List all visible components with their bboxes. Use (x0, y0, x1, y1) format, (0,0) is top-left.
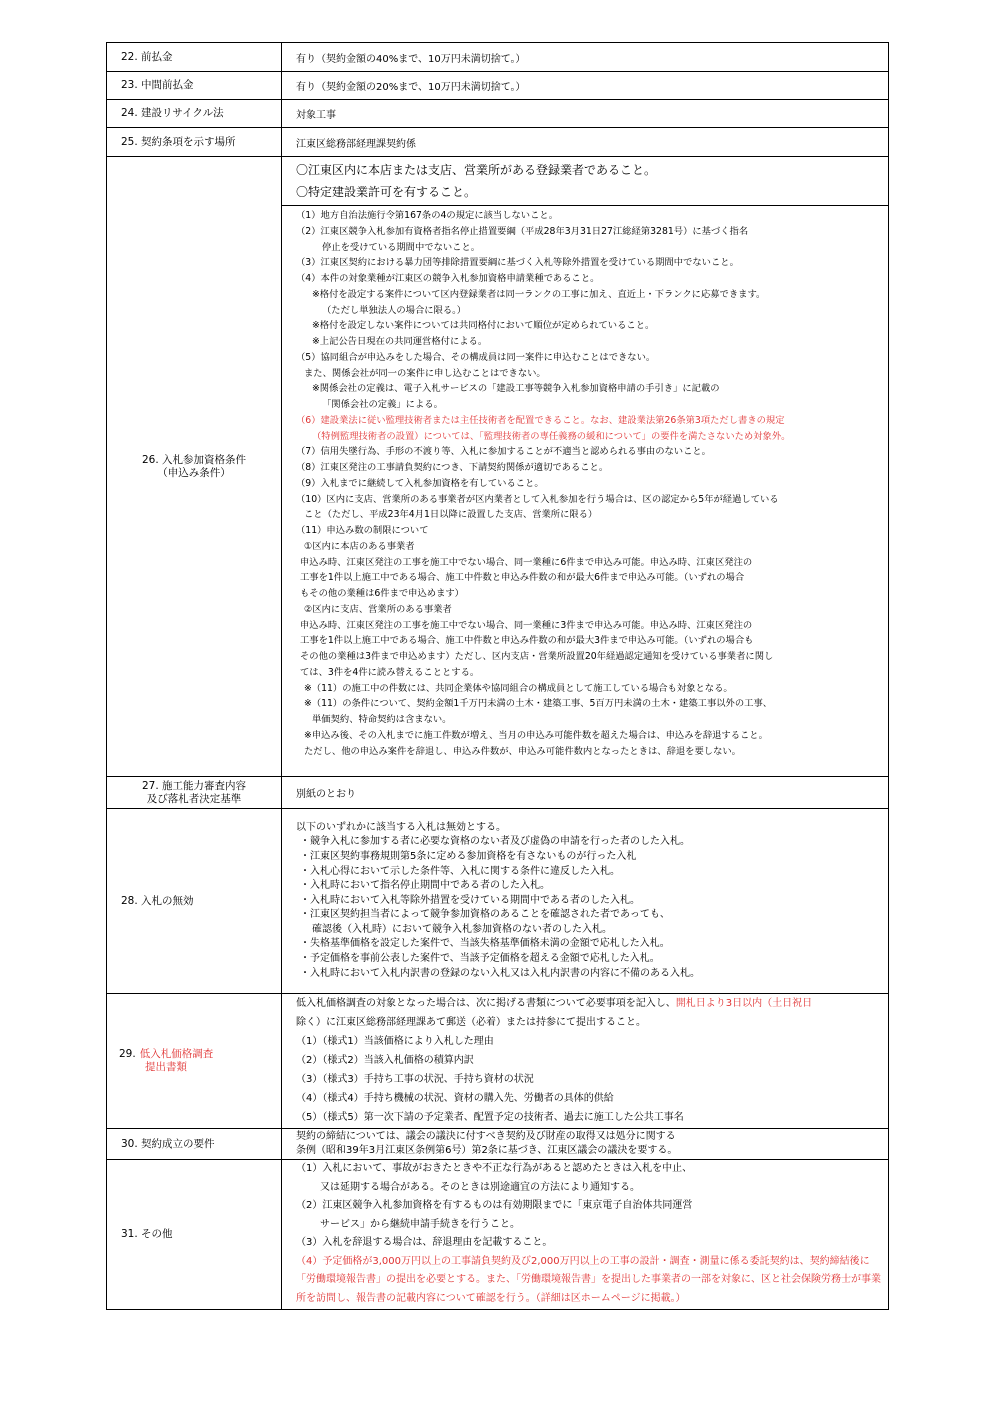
detail-line: 停止を受けている期間中でないこと。 (322, 241, 481, 253)
lowbid-item: （2）（様式2）当該入札価格の積算内訳 (296, 1055, 474, 1066)
detail-line: 単価契約、特命契約は含まない。 (312, 714, 452, 725)
invalid-line: ・競争入札に参加する者に必要な資格のない者及び虚偽の申請を行った者のした入札。 (300, 836, 690, 848)
invalid-line: ・入札時において指名停止期間中である者のした入札。 (300, 880, 550, 892)
detail-line: （3）江東区契約における暴力団等排除措置要綱に基づく入札等除外措置を受けている期間中でないこと。 (296, 257, 739, 269)
detail-line: ては、3件を4件に読み替えることとする。 (300, 666, 480, 678)
detail-line: ①区内に本店のある事業者 (304, 540, 415, 552)
value-24: 対象工事 (282, 100, 889, 128)
label-27-line1: 27. 施工能力審査内容 (141, 779, 247, 792)
label-27 (107, 777, 282, 809)
value-22: 有り（契約金額の40%まで、10万円未満切捨て。） (282, 43, 889, 72)
invalid-line: ・江東区契約担当者によって競争参加資格のあることを確認された者であっても、 (300, 909, 670, 921)
lowbid-intro (282, 994, 888, 1013)
row-30 (107, 1129, 889, 1160)
detail-line-red: （6）建設業法に従い監理技術者または主任技術者を配置できること。なお、建設業法第26条第3項ただし書きの規定 (296, 414, 785, 426)
label-29-line2: 提出書類 (145, 1061, 187, 1073)
detail-line-red: （特例監理技術者の設置）については、「監理技術者の専任義務の緩和について」の要件を満たさないため対象外。 (312, 430, 791, 442)
detail-line: ※上記公告日現在の共同運営格付による。 (312, 336, 488, 347)
detail-line: ただし、他の申込み案件を辞退し、申込み件数が、申込み可能件数内となったときは、辞退を要しない。 (304, 745, 741, 757)
eligibility-main-line: 〇江東区内に本店または支店、営業所がある登録業者であること。 (296, 163, 657, 177)
label-29-number: 29. (119, 1048, 136, 1060)
lowbid-item: （4）（様式4）手持ち機械の状況、資材の購入先、労働者の具体的供給 (296, 1093, 614, 1104)
eligibility-details (282, 206, 888, 759)
value-31 (282, 1160, 889, 1310)
row-29 (107, 994, 889, 1129)
detail-line: （11）申込み数の制限について (296, 525, 429, 536)
other-line: （2）江東区競争入札参加資格を有するものは有効期限までに「東京電子自治体共同運営 (296, 1200, 693, 1211)
invalid-line: ・予定価格を事前公表した案件で、当該予定価格を超える金額で応札した入札。 (300, 953, 660, 965)
value-27: 別紙のとおり (282, 777, 889, 809)
detail-line: 「関係会社の定義」による。 (322, 399, 443, 410)
invalid-line: ・失格基準価格を設定した案件で、当該失格基準価格未満の金額で応札した入札。 (300, 938, 670, 950)
detail-line: （7）信用失墜行為、手形の不渡り等、入札に参加することが不適当と認められる事由のないこと。 (296, 446, 711, 458)
detail-line: 工事を1件以上施工中である場合、施工中件数と申込み件数の和が最大6件まで申込み可能。（いずれの場合 (300, 572, 745, 584)
label-26-line2: （申込み条件） (157, 466, 231, 479)
detail-line: ※（11）の施工中の件数には、共同企業体や協同組合の構成員として施工している場合も対象となる。 (304, 682, 733, 694)
detail-line: 工事を1件以上施工中である場合、施工中件数と申込み件数の和が最大3件まで申込み可能。（いずれの場合も (300, 635, 754, 647)
invalid-line: ・入札時において入札等除外措置を受けている期間中である者のした入札。 (300, 894, 640, 906)
detail-line: （ただし単独法人の場合に限る。） (322, 304, 467, 316)
detail-line: ※（11）の条件について、契約金額1千万円未満の土木・建築工事、5百万円未満の土木・建築工事以外の工事、 (304, 698, 773, 710)
detail-line: ②区内に支店、営業所のある事業者 (304, 603, 452, 615)
value-25: 江東区総務部経理課契約係 (282, 128, 889, 157)
detail-line: ※格付を設定する案件について区内登録業者は同一ランクの工事に加え、直近上・下ランクに応募できます。 (312, 288, 766, 300)
label-29 (107, 994, 282, 1129)
label-24: 24. 建設リサイクル法 (107, 100, 282, 128)
detail-line: （2）江東区競争入札参加有資格者指名停止措置要綱（平成28年3月31日27江総経第3281号）に基づく指名 (296, 225, 749, 237)
other-line: （1）入札において、事故がおきたときや不正な行為があると認めたときは入札を中止、 (296, 1163, 693, 1174)
detail-line: （1）地方自治法施行令第167条の4の規定に該当しないこと。 (296, 210, 558, 221)
lowbid-line: 除く）に江東区総務部経理課あて郵送（必着）または持参にて提出すること。 (296, 1017, 646, 1028)
other-line: （3）入札を辞退する場合は、辞退理由を記載すること。 (296, 1237, 553, 1248)
detail-line: その他の業種は3件まで申込めます）ただし、区内支店・営業所設置20年経過認定通知を受けている事業者に関し (300, 651, 774, 662)
detail-line: ※格付を設定しない案件については共同格付において順位が定められていること。 (312, 320, 655, 332)
lowbid-item: （3）（様式3）手持ち工事の状況、手持ち資材の状況 (296, 1074, 534, 1085)
detail-line: もその他の業種は6件まで申込めます） (300, 588, 464, 599)
label-26-line1: 26. 入札参加資格条件 (141, 453, 247, 466)
row-25 (107, 128, 889, 157)
detail-line: （9）入札までに継続して入札参加資格を有していること。 (296, 477, 544, 489)
row-31 (107, 1160, 889, 1310)
row-26 (107, 157, 889, 777)
contract-line: 条例（昭和39年3月江東区条例第6号）第2条に基づき、江東区議会の議決を要する。 (296, 1145, 678, 1156)
label-25: 25. 契約条項を示す場所 (107, 128, 282, 157)
detail-line: （10）区内に支店、営業所のある事業者が区内業者として入札参加を行う場合は、区の認定から5年が経過している (296, 493, 779, 505)
detail-line: 申込み時、江東区発注の工事を施工中でない場合、同一業種に6件まで申込み可能。申込み時、江東区発注の (300, 556, 753, 568)
detail-line: また、関係会社が同一の案件に申し込むことはできない。 (304, 367, 546, 379)
invalid-line: ・入札時において入札内訳書の登録のない入札又は入札内訳書の内容に不備のある入札。 (300, 967, 700, 979)
invalid-line: 確認後（入札時）において競争入札参加資格のない者のした入札。 (312, 923, 612, 935)
label-30: 30. 契約成立の要件 (107, 1129, 282, 1160)
label-29-red: 低入札価格調査 (139, 1048, 214, 1060)
value-30 (282, 1129, 889, 1160)
other-line: 又は延期する場合がある。そのときは別途適宜の方法により通知する。 (320, 1181, 640, 1193)
lowbid-item: （1）（様式1）当該価格により入札した理由 (296, 1036, 494, 1047)
row-23 (107, 72, 889, 100)
label-31: 31. その他 (107, 1160, 282, 1310)
contract-line: 契約の締結については、議会の議決に付すべき契約及び財産の取得又は処分に関する (296, 1131, 676, 1142)
label-22: 22. 前払金 (107, 43, 282, 72)
eligibility-main (282, 157, 888, 206)
row-22 (107, 43, 889, 72)
value-28 (282, 809, 889, 994)
invalid-line: ・入札心得において示した条件等、入札に関する条件に違反した入札。 (300, 865, 620, 877)
detail-line: 申込み時、江東区発注の工事を施工中でない場合、同一業種に3件まで申込み可能。申込み時、江東区発注の (300, 619, 753, 631)
detail-line: こと（ただし、平成23年4月1日以降に設置した支店、営業所に限る） (304, 509, 598, 521)
other-line: サービス」から継続申請手続きを行うこと。 (320, 1218, 520, 1230)
invalid-line: ・江東区契約事務規則第5条に定める参加資格を有さないものが行った入札 (300, 850, 637, 862)
row-24 (107, 100, 889, 128)
detail-line: （8）江東区発注の工事請負契約につき、下請契約関係が適切であること。 (296, 462, 609, 473)
label-23: 23. 中間前払金 (107, 72, 282, 100)
detail-line: （5）協同組合が申込みをした場合、その構成員は同一案件に申込むことはできない。 (296, 351, 656, 363)
lowbid-deadline-red: 開札日より3日以内（土日祝日 (675, 998, 813, 1009)
detail-line: ※関係会社の定義は、電子入札サービスの「建設工事等競争入札参加資格申請の手引き」に記載の (312, 383, 720, 395)
other-line-red: （4）予定価格が3,000万円以上の工事請負契約及び2,000万円以上の工事の設計・調査・測量に係る委託契約は、契約締結後に「労働環境報告書」の提出を必要とする。また、「労働環境報告書」を提出した事業者の一部を対象に、区と社会保険労務士が事業所を訪問し、報告書の記載内容について確認を行う。（詳細は区ホームページに掲載。） (296, 1255, 881, 1304)
eligibility-main-line: 〇特定建設業許可を有すること。 (296, 185, 477, 199)
invalid-line: 以下のいずれかに該当する入札は無効とする。 (296, 821, 506, 833)
label-28: 28. 入札の無効 (107, 809, 282, 994)
lowbid-item: （5）（様式5）第一次下請の予定業者、配置予定の技術者、過去に施工した公共工事名 (296, 1112, 684, 1123)
label-27-line2: 及び落札者決定基準 (146, 792, 242, 805)
value-26 (282, 157, 889, 777)
conditions-table (106, 42, 889, 1310)
label-26 (107, 157, 282, 777)
value-29 (282, 994, 889, 1129)
row-28 (107, 809, 889, 994)
lowbid-intro-text: 低入札価格調査の対象となった場合は、次に掲げる書類について必要事項を記入し、 (296, 998, 676, 1009)
detail-line: （4）本件の対象業種が江東区の競争入札参加資格申請業種であること。 (296, 273, 600, 284)
detail-line: ※申込み後、その入札までに施工件数が増え、当月の申込み可能件数を超えた場合は、申込みを辞退すること。 (304, 729, 768, 741)
row-27 (107, 777, 889, 809)
value-23: 有り（契約金額の20%まで、10万円未満切捨て。） (282, 72, 889, 100)
